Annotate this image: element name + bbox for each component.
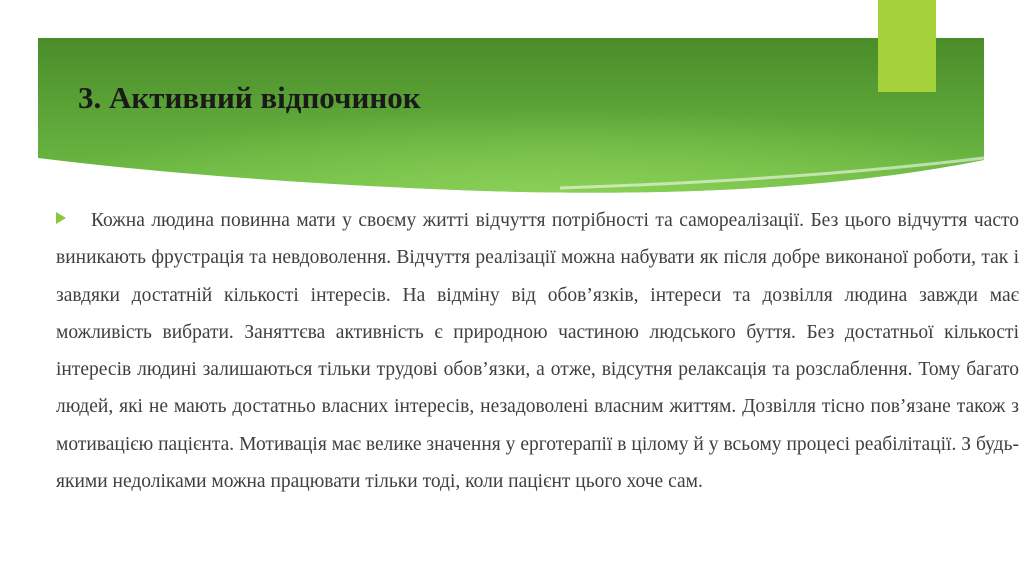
content-area bbox=[56, 202, 1019, 500]
body-paragraph: Кожна людина повинна мати у своєму житті відчуття потрібності та самореалізації. Без цього відчуття часто виникають фрустрація та невдоволення. Відчуття реалізації можна набувати як після добре виконаної роботи, так і завдяки достатній кількості інтересів. На відміну від обов’язків, інтереси та дозвілля людина завжди має можливість вибрати. Заняттєва активність є природною частиною людського буття. Без достатньої кількості інтересів людині залишаються тільки трудові обов’язки, а отже, відсутня релаксація та розслаблення. Тому багато людей, які не мають достатньо власних інтересів, незадоволені власним життям. Дозвілля тісно пов’язане також з мотивацією пацієнта. Мотивація має велике значення у ерготерапії в цілому й у всьому процесі реабілітації. З будь-якими недоліками можна працювати тільки тоді, коли пацієнт цього хоче сам. bbox=[56, 210, 1019, 493]
slide-title: 3. Активний відпочинок bbox=[78, 80, 421, 115]
triangle-bullet-icon bbox=[56, 212, 66, 224]
accent-block bbox=[878, 0, 936, 92]
